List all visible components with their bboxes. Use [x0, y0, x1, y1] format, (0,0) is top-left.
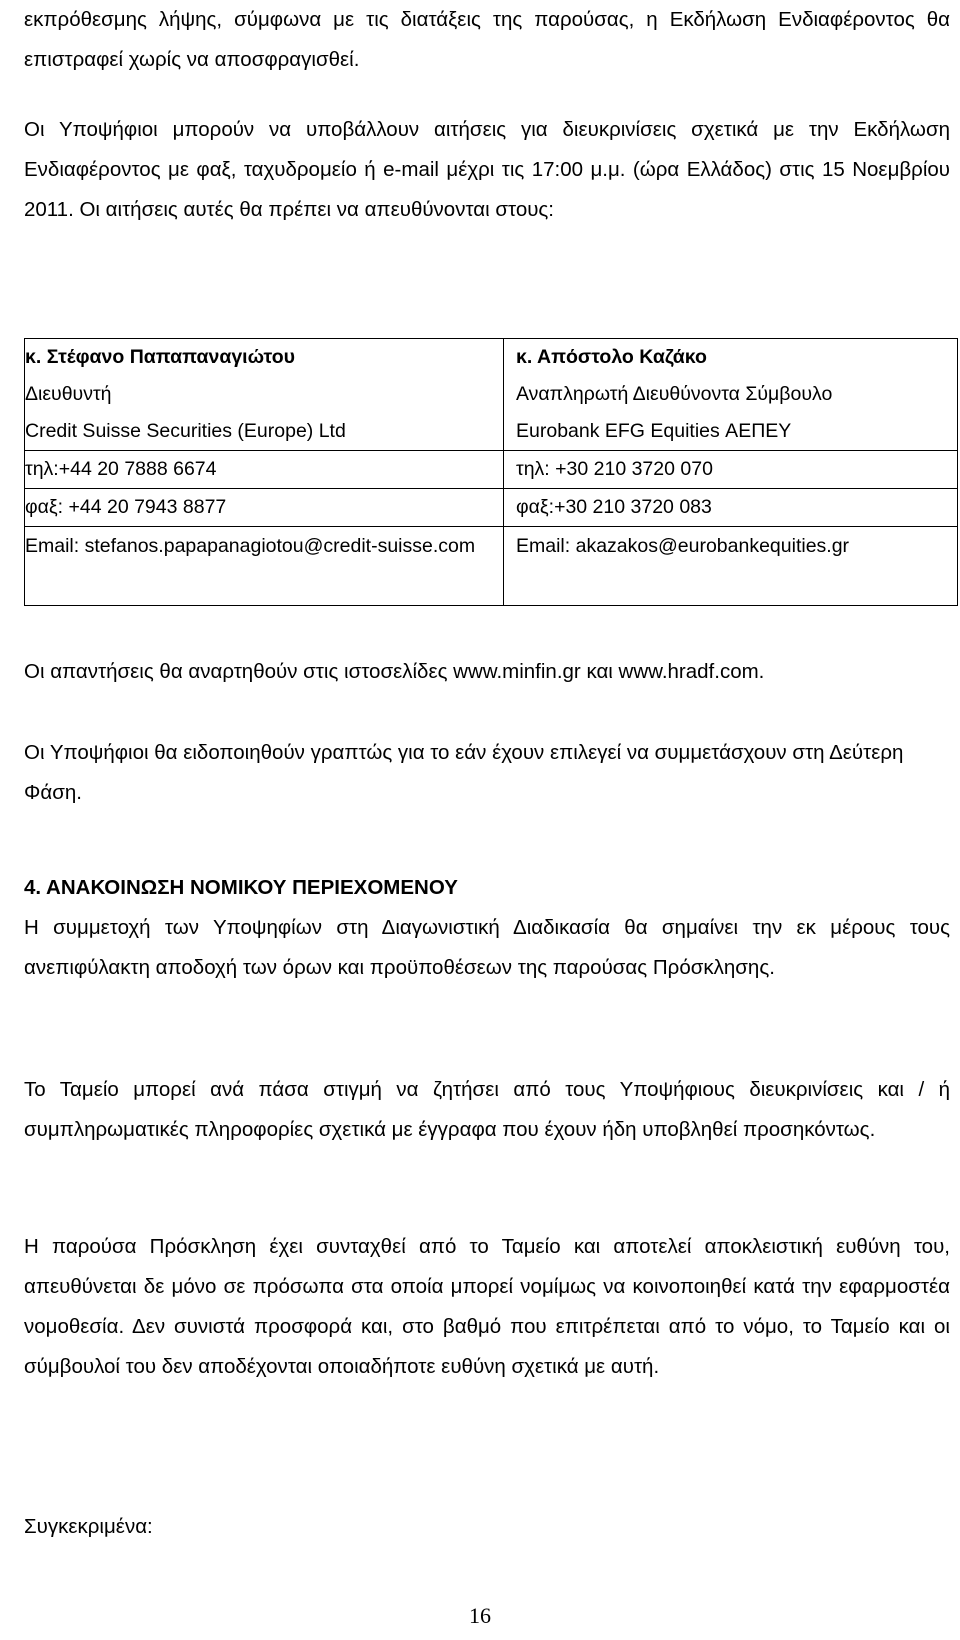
table-row: [25, 339, 958, 377]
contact-right-title: Αναπληρωτή Διευθύνοντα Σύμβουλο: [504, 376, 958, 413]
contact-right-fax: φαξ:+30 210 3720 083: [504, 489, 958, 527]
table-row: [25, 489, 958, 527]
contact-right-name: κ. Απόστολο Καζάκο: [504, 339, 958, 377]
contact-left-title: Διευθυντή: [25, 376, 504, 413]
paragraph-answers: Οι απαντήσεις θα αναρτηθούν στις ιστοσελίδες www.minfin.gr και www.hradf.com.: [24, 660, 765, 683]
section-legal-notice: [24, 868, 950, 988]
table-row: [25, 527, 958, 606]
contact-right-phone: τηλ: +30 210 3720 070: [504, 451, 958, 489]
contact-right-company: Eurobank EFG Equities ΑΕΠΕΥ: [504, 413, 958, 451]
paragraph-disclaimer: Η παρούσα Πρόσκληση έχει συνταχθεί από το Ταμείο και αποτελεί αποκλειστική ευθύνη του, απευθύνεται δε μόνο σε πρόσωπα στα οποία μπορεί νομίμως να κοινοποιηθεί κατά την εφαρμοστέα νομοθεσία. Δεν συνιστά προσφορά και, στο βαθμό που επιτρέπεται από το νόμο, το Ταμείο και οι σύμβουλοί του δεν αποδέχονται οποιαδήποτε ευθύνη σχετικά με αυτή.: [24, 1235, 950, 1378]
contact-left-phone: τηλ:+44 20 7888 6674: [25, 451, 504, 489]
contact-left-company: Credit Suisse Securities (Europe) Ltd: [25, 413, 504, 451]
section-heading: 4. ΑΝΑΚΟΙΝΩΣΗ ΝΟΜΙΚΟΥ ΠΕΡΙΕΧΟΜΕΝΟΥ: [24, 876, 458, 899]
contact-right-email[interactable]: Email: akazakos@eurobankequities.gr: [504, 527, 958, 606]
contact-left-email[interactable]: Email: stefanos.papapanagiotou@credit-suisse.com: [25, 527, 504, 606]
paragraph-specifically: Συγκεκριμένα:: [24, 1515, 153, 1538]
paragraph-notification: Οι Υποψήφιοι θα ειδοποιηθούν γραπτώς για το εάν έχουν επιλεγεί να συμμετάσχουν στη Δεύτερη Φάση.: [24, 741, 904, 804]
paragraph-fund-requests: Το Ταμείο μπορεί ανά πάσα στιγμή να ζητήσει από τους Υποψήφιους διευκρινίσεις και / ή συμπληρωματικές πληροφορίες σχετικά με έγγραφα που έχουν ήδη υποβληθεί προσηκόντως.: [24, 1078, 950, 1141]
table-row: [25, 376, 958, 413]
paragraph-participation: Η συμμετοχή των Υποψηφίων στη Διαγωνιστική Διαδικασία θα σημαίνει την εκ μέρους τους ανεπιφύλακτη αποδοχή των όρων και προϋποθέσεων της παρούσας Πρόσκλησης.: [24, 916, 950, 979]
paragraph-late-receipt: εκπρόθεσμης λήψης, σύμφωνα με τις διατάξεις της παρούσας, η Εκδήλωση Ενδιαφέροντος θα επιστραφεί χωρίς να αποσφραγισθεί.: [24, 8, 950, 71]
paragraph-clarifications: Οι Υποψήφιοι μπορούν να υποβάλλουν αιτήσεις για διευκρινίσεις σχετικά με την Εκδήλωση Ενδιαφέροντος με φαξ, ταχυδρομείο ή e-mail μέχρι τις 17:00 μ.μ. (ώρα Ελλάδος) στις 15 Νοεμβρίου 2011. Οι αιτήσεις αυτές θα πρέπει να απευθύνονται στους:: [24, 118, 950, 221]
page-number: 16: [469, 1603, 491, 1628]
contact-left-name: κ. Στέφανο Παπαπαναγιώτου: [25, 339, 504, 377]
table-row: [25, 413, 958, 451]
table-row: [25, 451, 958, 489]
contacts-table: [24, 338, 958, 606]
contact-left-fax: φαξ: +44 20 7943 8877: [25, 489, 504, 527]
